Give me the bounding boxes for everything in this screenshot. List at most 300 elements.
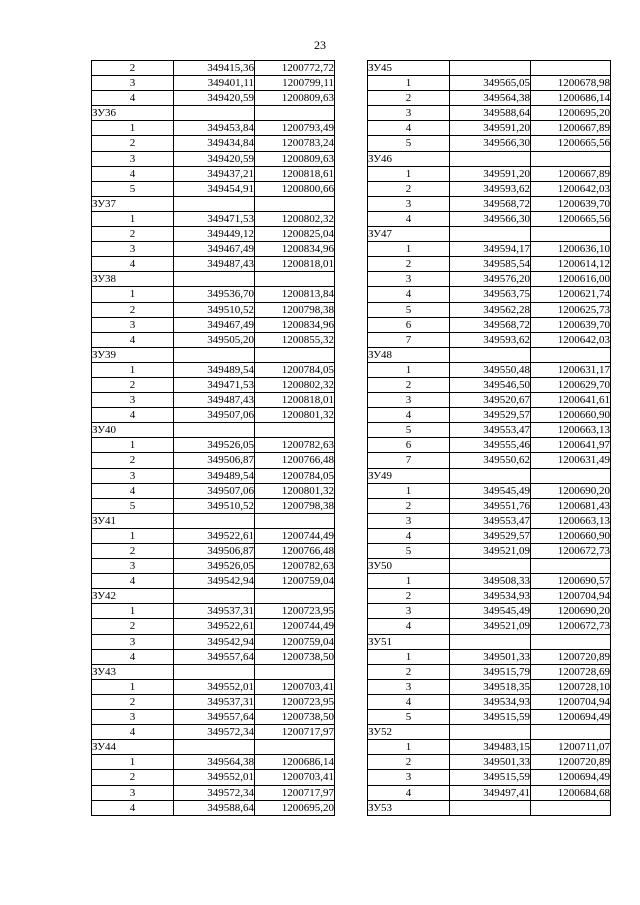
x-coordinate: 349545,49 [450,604,531,619]
y-coordinate: 1200782,63 [255,438,335,453]
coordinate-row [92,468,335,483]
coordinate-row [368,136,611,151]
x-coordinate: 349572,34 [174,725,255,740]
parcel-label: ЗУ50 [368,559,450,574]
coordinate-row [92,408,335,423]
y-coordinate: 1200690,20 [531,604,611,619]
point-number: 1 [368,740,450,755]
parcel-label: ЗУ43 [92,664,174,679]
point-number: 2 [368,91,450,106]
x-coordinate: 349566,30 [450,211,531,226]
coordinate-row [368,166,611,181]
point-number: 1 [368,166,450,181]
coordinate-row [92,483,335,498]
point-number: 4 [368,785,450,800]
x-coordinate [174,740,255,755]
x-coordinate: 349515,59 [450,710,531,725]
y-coordinate: 1200621,74 [531,287,611,302]
coordinate-row [92,710,335,725]
y-coordinate: 1200681,43 [531,498,611,513]
y-coordinate: 1200694,49 [531,770,611,785]
parcel-label: ЗУ37 [92,196,174,211]
point-number: 5 [368,710,450,725]
y-coordinate [255,513,335,528]
coordinate-row [92,121,335,136]
y-coordinate: 1200802,32 [255,377,335,392]
y-coordinate: 1200759,04 [255,634,335,649]
x-coordinate: 349515,79 [450,664,531,679]
coordinate-row [92,438,335,453]
point-number: 2 [92,619,174,634]
point-number: 4 [92,483,174,498]
coordinate-row [368,740,611,755]
coordinate-row [368,649,611,664]
point-number: 3 [92,242,174,257]
x-coordinate: 349591,20 [450,166,531,181]
coordinate-row [368,453,611,468]
x-coordinate: 349510,52 [174,498,255,513]
y-coordinate: 1200667,89 [531,121,611,136]
coordinate-row [368,408,611,423]
x-coordinate: 349507,06 [174,483,255,498]
y-coordinate [531,347,611,362]
x-coordinate: 349454,91 [174,181,255,196]
coordinate-row [368,589,611,604]
y-coordinate [531,227,611,242]
point-number: 4 [92,166,174,181]
point-number: 3 [92,710,174,725]
x-coordinate: 349568,72 [450,196,531,211]
point-number: 3 [92,559,174,574]
y-coordinate: 1200818,01 [255,393,335,408]
point-number: 3 [368,272,450,287]
coordinate-row [368,438,611,453]
coordinate-row [368,121,611,136]
x-coordinate: 349401,11 [174,76,255,91]
parcel-label: ЗУ48 [368,347,450,362]
coordinate-row [92,800,335,815]
y-coordinate: 1200663,13 [531,513,611,528]
y-coordinate: 1200772,72 [255,61,335,76]
y-coordinate: 1200641,97 [531,438,611,453]
y-coordinate: 1200616,00 [531,272,611,287]
x-coordinate: 349542,94 [174,634,255,649]
coordinate-row [368,91,611,106]
point-number: 1 [368,574,450,589]
point-number: 4 [92,725,174,740]
coordinate-row [92,317,335,332]
point-number: 3 [92,634,174,649]
y-coordinate: 1200744,49 [255,528,335,543]
parcel-header-row [368,227,611,242]
point-number: 2 [92,227,174,242]
x-coordinate: 349550,48 [450,362,531,377]
point-number: 2 [368,755,450,770]
point-number: 4 [368,287,450,302]
point-number: 4 [368,694,450,709]
point-number: 2 [368,257,450,272]
x-coordinate: 349501,33 [450,649,531,664]
point-number: 4 [92,257,174,272]
x-coordinate: 349591,20 [450,121,531,136]
coordinate-row [368,710,611,725]
x-coordinate: 349526,05 [174,559,255,574]
coordinate-row [368,362,611,377]
y-coordinate [531,468,611,483]
parcel-header-row [92,106,335,121]
x-coordinate: 349415,36 [174,61,255,76]
x-coordinate: 349471,53 [174,211,255,226]
point-number: 4 [368,121,450,136]
parcel-header-row [368,151,611,166]
coordinate-row [92,227,335,242]
x-coordinate: 349585,54 [450,257,531,272]
coordinates-table-left-body [92,61,335,816]
point-number: 2 [92,694,174,709]
coordinate-row [368,393,611,408]
point-number: 7 [368,453,450,468]
y-coordinate: 1200704,94 [531,694,611,709]
y-coordinate: 1200766,48 [255,544,335,559]
coordinate-row [368,483,611,498]
y-coordinate: 1200802,32 [255,211,335,226]
y-coordinate: 1200660,90 [531,528,611,543]
y-coordinate: 1200855,32 [255,332,335,347]
x-coordinate [450,725,531,740]
y-coordinate: 1200728,10 [531,679,611,694]
y-coordinate: 1200678,98 [531,76,611,91]
y-coordinate [531,559,611,574]
coordinate-row [368,196,611,211]
y-coordinate: 1200711,07 [531,740,611,755]
coordinate-row [368,664,611,679]
point-number: 1 [92,211,174,226]
coordinate-row [92,755,335,770]
coordinate-row [368,679,611,694]
parcel-header-row [92,196,335,211]
y-coordinate: 1200667,89 [531,166,611,181]
x-coordinate: 349497,41 [450,785,531,800]
coordinate-row [92,725,335,740]
y-coordinate: 1200834,96 [255,317,335,332]
coordinate-row [92,694,335,709]
point-number: 1 [92,755,174,770]
coordinate-row [368,785,611,800]
y-coordinate: 1200784,05 [255,468,335,483]
x-coordinate: 349546,50 [450,377,531,392]
coordinate-row [92,151,335,166]
x-coordinate: 349568,72 [450,317,531,332]
x-coordinate [450,559,531,574]
y-coordinate: 1200695,20 [255,800,335,815]
coordinate-row [92,528,335,543]
coordinate-row [368,619,611,634]
y-coordinate [255,740,335,755]
point-number: 4 [92,332,174,347]
point-number: 3 [368,106,450,121]
y-coordinate [531,634,611,649]
x-coordinate: 349534,93 [450,589,531,604]
point-number: 3 [92,785,174,800]
point-number: 4 [92,408,174,423]
coordinate-row [368,604,611,619]
parcel-label: ЗУ53 [368,800,450,815]
coordinate-row [92,453,335,468]
x-coordinate [450,151,531,166]
parcel-label: ЗУ46 [368,151,450,166]
y-coordinate: 1200684,68 [531,785,611,800]
y-coordinate: 1200625,73 [531,302,611,317]
y-coordinate: 1200639,70 [531,317,611,332]
parcel-label: ЗУ51 [368,634,450,649]
x-coordinate [450,634,531,649]
x-coordinate: 349529,57 [450,408,531,423]
point-number: 2 [92,453,174,468]
point-number: 2 [368,181,450,196]
point-number: 5 [92,181,174,196]
point-number: 1 [92,679,174,694]
y-coordinate: 1200631,49 [531,453,611,468]
point-number: 1 [368,483,450,498]
x-coordinate: 349449,12 [174,227,255,242]
coordinate-row [92,679,335,694]
x-coordinate: 349552,01 [174,770,255,785]
y-coordinate: 1200801,32 [255,483,335,498]
coordinate-row [368,272,611,287]
point-number: 5 [368,544,450,559]
coordinate-row [92,785,335,800]
coordinate-row [368,76,611,91]
point-number: 1 [92,362,174,377]
point-number: 1 [368,76,450,91]
y-coordinate: 1200744,49 [255,619,335,634]
x-coordinate: 349467,49 [174,242,255,257]
y-coordinate: 1200801,32 [255,408,335,423]
y-coordinate: 1200809,63 [255,151,335,166]
coordinates-table-left [91,60,335,816]
x-coordinate: 349545,49 [450,483,531,498]
coordinate-row [92,393,335,408]
x-coordinate [450,227,531,242]
x-coordinate: 349588,64 [450,106,531,121]
point-number: 5 [368,136,450,151]
y-coordinate: 1200717,97 [255,725,335,740]
x-coordinate: 349537,31 [174,694,255,709]
y-coordinate: 1200720,89 [531,755,611,770]
point-number: 5 [368,423,450,438]
point-number: 3 [368,513,450,528]
point-number: 1 [368,362,450,377]
point-number: 6 [368,438,450,453]
y-coordinate: 1200631,17 [531,362,611,377]
point-number: 2 [92,377,174,392]
y-coordinate: 1200629,70 [531,377,611,392]
parcel-header-row [368,800,611,815]
x-coordinate: 349521,09 [450,619,531,634]
point-number: 4 [92,574,174,589]
x-coordinate: 349562,28 [450,302,531,317]
coordinate-row [92,257,335,272]
point-number: 3 [368,604,450,619]
x-coordinate: 349593,62 [450,181,531,196]
point-number: 3 [92,76,174,91]
y-coordinate: 1200690,57 [531,574,611,589]
y-coordinate: 1200660,90 [531,408,611,423]
x-coordinate: 349489,54 [174,468,255,483]
coordinate-row [92,649,335,664]
y-coordinate: 1200798,38 [255,498,335,513]
y-coordinate: 1200663,13 [531,423,611,438]
y-coordinate: 1200766,48 [255,453,335,468]
x-coordinate: 349572,34 [174,785,255,800]
x-coordinate: 349434,84 [174,136,255,151]
y-coordinate: 1200686,14 [531,91,611,106]
y-coordinate: 1200717,97 [255,785,335,800]
y-coordinate: 1200813,84 [255,287,335,302]
coordinate-row [92,91,335,106]
x-coordinate: 349487,43 [174,257,255,272]
x-coordinate [174,589,255,604]
point-number: 1 [92,438,174,453]
parcel-header-row [368,347,611,362]
y-coordinate: 1200672,73 [531,544,611,559]
point-number: 5 [92,498,174,513]
coordinate-row [368,257,611,272]
coordinate-row [368,317,611,332]
x-coordinate: 349557,64 [174,710,255,725]
coordinate-row [92,166,335,181]
y-coordinate [531,61,611,76]
coordinate-row [368,423,611,438]
y-coordinate: 1200723,95 [255,694,335,709]
point-number: 2 [368,498,450,513]
coordinate-row [92,302,335,317]
x-coordinate: 349529,57 [450,528,531,543]
x-coordinate: 349542,94 [174,574,255,589]
y-coordinate [531,725,611,740]
y-coordinate: 1200825,04 [255,227,335,242]
point-number: 2 [92,136,174,151]
coordinate-row [92,604,335,619]
point-number: 2 [92,770,174,785]
coordinates-table-right-body [368,61,611,816]
point-number: 1 [92,121,174,136]
x-coordinate: 349576,20 [450,272,531,287]
y-coordinate [255,589,335,604]
point-number: 2 [92,544,174,559]
point-number: 6 [368,317,450,332]
point-number: 5 [368,302,450,317]
y-coordinate: 1200759,04 [255,574,335,589]
x-coordinate: 349506,87 [174,544,255,559]
x-coordinate: 349563,75 [450,287,531,302]
y-coordinate: 1200665,56 [531,136,611,151]
coordinate-row [368,694,611,709]
y-coordinate: 1200704,94 [531,589,611,604]
x-coordinate: 349501,33 [450,755,531,770]
coordinate-row [368,574,611,589]
parcel-header-row [368,559,611,574]
y-coordinate: 1200834,96 [255,242,335,257]
x-coordinate: 349521,09 [450,544,531,559]
y-coordinate: 1200642,03 [531,181,611,196]
y-coordinate: 1200686,14 [255,755,335,770]
point-number: 1 [368,242,450,257]
coordinate-row [92,498,335,513]
parcel-label: ЗУ41 [92,513,174,528]
coordinate-row [92,136,335,151]
x-coordinate: 349467,49 [174,317,255,332]
x-coordinate: 349564,38 [450,91,531,106]
x-coordinate: 349420,59 [174,91,255,106]
coordinate-row [368,242,611,257]
y-coordinate: 1200798,38 [255,302,335,317]
parcel-header-row [92,423,335,438]
coordinate-row [92,559,335,574]
x-coordinate: 349437,21 [174,166,255,181]
x-coordinate: 349522,61 [174,528,255,543]
x-coordinate: 349553,47 [450,513,531,528]
y-coordinate [255,106,335,121]
point-number: 3 [92,317,174,332]
point-number: 7 [368,332,450,347]
y-coordinate: 1200784,05 [255,362,335,377]
point-number: 4 [92,800,174,815]
x-coordinate: 349537,31 [174,604,255,619]
x-coordinate: 349520,67 [450,393,531,408]
y-coordinate: 1200703,41 [255,679,335,694]
parcel-header-row [92,272,335,287]
parcel-header-row [368,468,611,483]
parcel-label: ЗУ52 [368,725,450,740]
y-coordinate: 1200799,11 [255,76,335,91]
point-number: 3 [368,393,450,408]
y-coordinate: 1200809,63 [255,91,335,106]
parcel-label: ЗУ42 [92,589,174,604]
y-coordinate: 1200703,41 [255,770,335,785]
y-coordinate: 1200720,89 [531,649,611,664]
y-coordinate: 1200665,56 [531,211,611,226]
parcel-header-row [368,725,611,740]
point-number: 3 [368,679,450,694]
y-coordinate: 1200636,10 [531,242,611,257]
x-coordinate: 349553,47 [450,423,531,438]
parcel-header-row [92,589,335,604]
parcel-label: ЗУ40 [92,423,174,438]
coordinate-row [92,770,335,785]
parcel-label: ЗУ39 [92,347,174,362]
x-coordinate: 349564,38 [174,755,255,770]
coordinate-row [368,377,611,392]
point-number: 1 [92,604,174,619]
y-coordinate [531,151,611,166]
y-coordinate: 1200642,03 [531,332,611,347]
coordinate-row [368,181,611,196]
coordinate-row [368,513,611,528]
coordinate-row [92,287,335,302]
x-coordinate: 349507,06 [174,408,255,423]
parcel-header-row [92,347,335,362]
x-coordinate [174,347,255,362]
y-coordinate: 1200690,20 [531,483,611,498]
y-coordinate: 1200782,63 [255,559,335,574]
x-coordinate: 349453,84 [174,121,255,136]
x-coordinate [174,272,255,287]
x-coordinate [450,468,531,483]
point-number: 2 [92,61,174,76]
parcel-header-row [368,634,611,649]
y-coordinate: 1200723,95 [255,604,335,619]
